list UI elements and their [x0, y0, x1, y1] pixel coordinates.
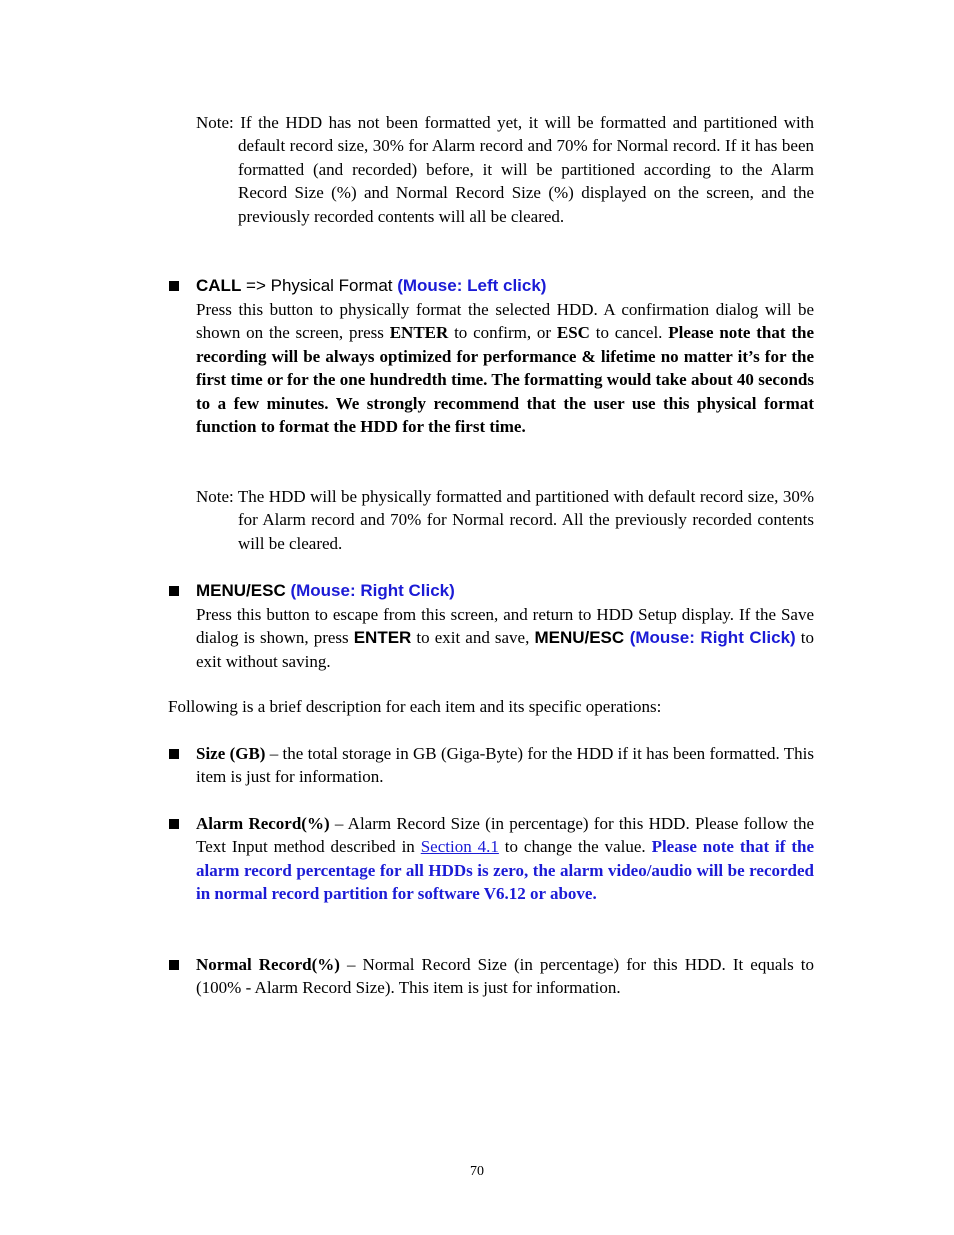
item-alarm-blue-note: Please note that if the alarm record percentage for all HDDs is zero, the alarm video/audio will be recorded in normal record partition for software V6.12 or above.: [196, 837, 814, 904]
menu-esc-mouse-hint: (Mouse: Right Click): [285, 581, 455, 600]
menu-esc-key: MENU/ESC: [196, 581, 286, 600]
square-bullet-icon: [169, 960, 179, 970]
note-physical-format-text: Note: The HDD will be physically formatted and partitioned with default record size, 30% for Alarm record and 70% for Normal record. All the previously recorded contents will be cleared.: [196, 487, 814, 553]
menu-esc-mouse-hint-2: (Mouse: Right Click): [624, 628, 796, 648]
menu-esc-key-2: MENU/ESC: [534, 628, 625, 648]
menu-esc-section: [168, 579, 814, 673]
call-arrow-text: => Physical Format: [241, 276, 398, 295]
call-heading: [168, 274, 814, 298]
item-alarm-term: Alarm Record(%): [196, 814, 330, 833]
menu-text-1: Press this button to escape from this screen, and return to HDD Setup display. If the Save dialog is shown, press: [196, 605, 814, 648]
note-unformatted: [196, 111, 814, 228]
square-bullet-icon: [169, 819, 179, 829]
call-mouse-hint: (Mouse: Left click): [397, 276, 547, 295]
square-bullet-icon: [169, 586, 179, 596]
item-normal-term: Normal Record(%): [196, 955, 340, 974]
call-key: CALL: [196, 276, 242, 295]
item-size-term: Size (GB): [196, 744, 266, 763]
call-text-3: to cancel.: [589, 323, 669, 343]
call-description: [168, 298, 814, 438]
item-alarm-desc-2: to change the value.: [498, 837, 652, 857]
section-4-1-link[interactable]: Section 4.1: [420, 837, 499, 857]
menu-esc-heading: [168, 579, 814, 603]
menu-enter-key: ENTER: [353, 628, 412, 648]
menu-esc-description: [168, 603, 814, 673]
call-section: [168, 274, 814, 438]
menu-text-2: to exit and save,: [411, 628, 535, 648]
note-unformatted-text: Note: If the HDD has not been formatted yet, it will be formatted and partitioned with default record size, 30% for Alarm record and 70% for Normal record. If it has been formatted (and recorded) before, it will be partitioned according to the Alarm Record Size (%) and Normal Record Size (%) displayed on the screen, and the previously recorded contents will all be cleared.: [196, 113, 814, 226]
item-normal-record: [168, 953, 814, 1000]
call-esc-key: ESC: [556, 323, 590, 343]
call-text-1: Press this button to physically format the selected HDD. A confirmation dialog will be shown on the screen, press: [196, 300, 814, 343]
item-alarm-record-text: [168, 812, 814, 906]
item-size-desc: – the total storage in GB (Giga-Byte) for the HDD if it has been formatted. This item is just for information.: [196, 744, 814, 787]
square-bullet-icon: [169, 749, 179, 759]
call-text-2: to confirm, or: [448, 323, 557, 343]
following-paragraph: Following is a brief description for each item and its specific operations:: [168, 697, 662, 716]
item-alarm-desc-1: – Alarm Record Size (in percentage) for this HDD. Please follow the Text Input method described in: [196, 814, 814, 857]
item-size: [168, 742, 814, 789]
call-bold-warning: Please note that the recording will be always optimized for performance & lifetime no matter it’s for the first time or for the one hundredth time. The formatting would take about 40 seconds to a few minutes. We strongly recommend that the user use this physical format function to format the HDD for the first time.: [196, 323, 814, 437]
page-number: 70: [470, 1164, 484, 1179]
item-normal-record-text: [168, 953, 814, 1000]
square-bullet-icon: [169, 281, 179, 291]
call-enter-key: ENTER: [389, 323, 449, 343]
item-size-text: [168, 742, 814, 789]
item-normal-desc: – Normal Record Size (in percentage) for this HDD. It equals to (100% - Alarm Record Size). This item is just for information.: [196, 955, 814, 998]
item-alarm-record: [168, 812, 814, 906]
note-physical-format: [196, 485, 814, 555]
menu-text-3: to exit without saving.: [196, 628, 814, 671]
